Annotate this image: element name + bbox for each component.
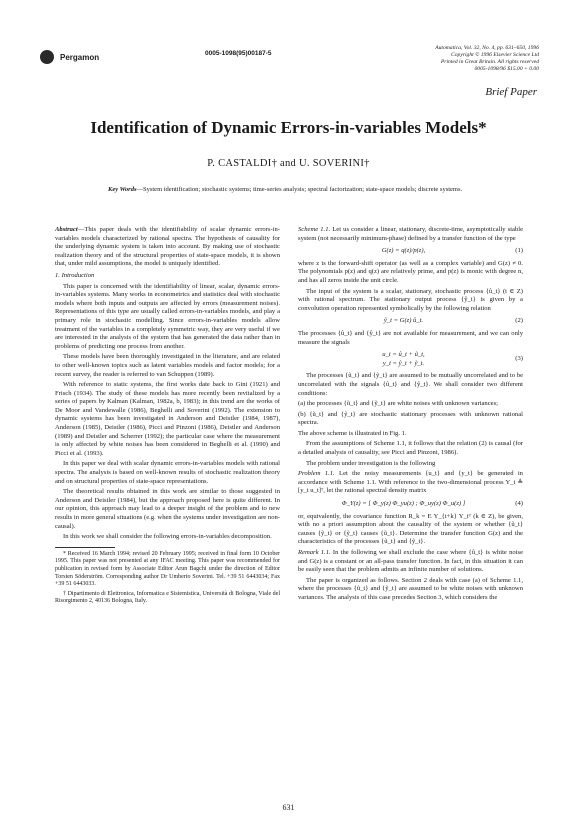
paper-title: Identification of Dynamic Errors-in-variables Models* <box>90 118 487 137</box>
equation-body: ŷ_t = G(z) û_t. <box>383 317 424 325</box>
authors: P. CASTALDI† and U. SOVERINI† <box>207 158 370 169</box>
paragraph: The paper is organized as follows. Section 2 deals with case (a) of Scheme 1.1, where the processes {ũ_t} and {ỹ_t} are assumed to be white noises with unknown variances. The analysis of this case precedes Section 3, which considers the <box>298 576 523 601</box>
abstract-label: Abstract <box>55 226 78 233</box>
left-column <box>55 226 280 608</box>
problem-label: Problem 1.1. <box>298 470 335 478</box>
paragraph: This paper is concerned with the identifiability of linear, scalar, dynamic errors-in-variables systems. Many works in econometrics and statistics deal with stochastic models where both inputs and outputs are affected by errors (measurement noises). Representations of this type are usually called errors-in-variables models, and play a primary role in stochastic modelling. Since errors-in-variables models allow treatment of the variables in a completely symmetric way, they are very useful if we are interested in the analysis of the system that has generated the data rather than in problems of predicting one process from another. <box>55 282 280 350</box>
paragraph: The processes {ũ_t} and {ỹ_t} are assumed to be mutually uncorrelated and to be uncorrelated with the signals {û_t} and {ŷ_t}. We shall consider two different conditions: <box>298 372 523 397</box>
equation-body: G(z) = q(z)/p(z), <box>381 247 426 255</box>
journal-info-line: Automatica, Vol. 32, No. 4, pp. 631–650, 1996 <box>435 45 539 51</box>
abstract-text: —This paper deals with the identifiability of scalar dynamic errors-in-variables models characterized by rational spectra. The hypothesis of causality for the underlying dynamic system is taken into account. By making use of stochastic realization theory and of the structural properties of state-space models, it is shown that, under mild assumptions, the model is uniquely identified. <box>55 226 280 268</box>
equation-1 <box>298 247 523 256</box>
paragraph: or, equivalently, the covariance function R_k = E Y_{t+k} Y_tᵀ (k ∈ Z), be given, with no a priori assumption about the causality of the system or whether {ũ_t} causes {ỹ_t} or {ỹ_t} causes {ũ_t}. Determine the transfer function G(z) and the characteristics of the processes {ũ_t} and {ỹ_t}. <box>298 512 523 546</box>
paper-type: Brief Paper <box>485 86 537 98</box>
journal-info-line: Copyright © 1996 Elsevier Science Ltd <box>451 52 539 58</box>
right-column <box>298 226 523 605</box>
footnote: * Received 16 March 1994; revised 20 February 1995; received in final form 10 October 1995. This paper was not presented at any IFAC meeting. This paper was recommended for publication in revised form by Associate Editor Arun Bagchi under the direction of Editor Torsten Söderström. Corresponding author Dr Umberto Soverini. Tel. +39 51 6443034; Fax +39 51 6443033. <box>55 550 280 588</box>
equation-number: (2) <box>515 317 523 325</box>
paragraph: In this work we shall consider the following errors-in-variables decomposition. <box>63 533 272 541</box>
equation-number: (4) <box>515 500 523 508</box>
equation-number: (3) <box>515 355 523 363</box>
equation-line: y_t = ŷ_t + ỹ_t. <box>382 359 425 367</box>
paragraph: The processes {û_t} and {ŷ_t} are not available for measurement, and we can only measure the signals <box>298 329 523 346</box>
journal-info-line: 0005-1098/96 $15.00 + 0.00 <box>474 66 539 72</box>
publisher-name: Pergamon <box>60 52 100 62</box>
remark-label: Remark 1.1. <box>298 549 331 556</box>
equation-body <box>298 351 509 368</box>
equation-line: u_t = û_t + ũ_t, <box>382 351 425 359</box>
journal-info-line: Printed in Great Britain. All rights reserved <box>440 59 539 65</box>
paragraph: The above scheme is illustrated in Fig. 1. <box>298 429 407 437</box>
footnote: † Dipartimento di Elettronica, Informatica e Sistemistica, Università di Bologna, Viale del Risorgimento 2, 40136 Bologna, Italy. <box>55 590 280 605</box>
paragraph: The problem under investigation is the following <box>306 459 436 467</box>
keywords-text: —System identification; stochastic systems; time-series analysis; spectral factorization; state-space models; discrete systems. <box>136 186 463 193</box>
scheme-text: Let us consider a linear, stationary, discrete-time, asymptotically stable system (not necessarily minimum-phase) defined by a transfer function of the type <box>298 226 524 242</box>
equation-4 <box>298 500 523 509</box>
condition-b: (b) {ũ_t} and {ỹ_t} are stochastic stationary processes with unknown rational spectra. <box>298 410 523 427</box>
paragraph: In this paper we deal with scalar dynamic errors-in-variables models with rational spectra. The analysis is based on well-known results of stochastic realization theory and on structural properties of state-space representations. <box>55 460 280 485</box>
paragraph: These models have been thoroughly investigated in the literature, and are related to other well-known topics such as latent variables models and factor models; for a recent survey, the reader is referred to van Schuppen (1989). <box>55 353 280 378</box>
journal-info <box>389 45 539 73</box>
equation-3 <box>298 351 523 368</box>
condition-a: (a) the processes {ũ_t} and {ỹ_t} are white noises with unknown variances; <box>298 400 498 408</box>
abstract <box>55 226 280 269</box>
equation-body: Φ_Y(z) = [ Φ_y(z) Φ_yu(z) ; Φ_uy(z) Φ_u(z) ] <box>341 500 466 508</box>
paragraph: where z is the forward-shift operator (as well as a complex variable) and G(z) ≠ 0. The polynomials p(z) and q(z) are relatively prime, and p(z) is monic with degree n, and has all zeros inside the unit circle. <box>298 259 523 284</box>
section-heading: 1. Introduction <box>55 271 95 279</box>
scheme-label: Scheme 1.1. <box>298 226 331 233</box>
issn-line: 0005-1098(95)00187-5 <box>205 50 272 57</box>
keywords <box>108 186 468 195</box>
problem-statement <box>298 470 523 496</box>
paragraph: The input of the system is a scalar, stationary, stochastic process {û_t} (t ∈ Z) with rational spectrum. The stationary output process {ŷ_t} is given by a convolution operation represented symbolically by the following relation <box>298 287 523 312</box>
keywords-label: Key Words <box>108 186 137 193</box>
equation-2 <box>298 317 523 326</box>
problem-text: Let the noisy measurements {u_t} and {y_t} be generated in accordance with Scheme 1.1. With reference to the two-dimensional process Y_t ≜ [y_t u_t]ᵀ, let the rational spectral density matrix <box>298 470 523 495</box>
publisher-logo <box>40 50 99 64</box>
equation-number: (1) <box>515 247 523 255</box>
remark <box>298 549 523 575</box>
footnote-rule <box>55 547 115 548</box>
scheme-statement <box>298 226 523 243</box>
paragraph: With reference to static systems, the first works date back to Gini (1921) and Frisch (1934). The study of these models has more recently been revitalized by a series of papers by Kalman (Kalman, 1982a, b, 1983); in this trend are the works of De Moor and Vandewalle (1986), Beghelli and Soverini (1992). The extension to dynamic systems has been investigated in Anderson and Deistler (1984, 1987), Anderson (1985), Deistler (1986), Picci and Pinzoni (1986), Deistler and Anderson (1989) and Deistler and Scherrer (1992); the particular case where the measurement is only affected by white noises has been considered in Beghelli et al. (1990) and Picci et al. (1993). <box>55 381 280 457</box>
publisher-logo-mark <box>40 50 54 64</box>
page-number: 631 <box>282 803 295 812</box>
remark-text: In the following we shall exclude the case where {û_t} is white noise and G(z) is a constant or an all-pass transfer function. In fact, in this situation it can be easily seen that the problem admits an infinite number of solutions. <box>298 549 523 574</box>
paragraph: From the assumptions of Scheme 1.1, it follows that the relation (2) is causal (for a detailed analysis of causality, see Picci and Pinzoni, 1986). <box>298 440 523 457</box>
paragraph: The theoretical results obtained in this work are similar to those suggested in Anderson and Deistler (1984), but the approach proposed here is quite different. In our opinion, this approach may lead to a deeper insight of the problem and to new results in more general situations (e.g. when the systems under investigation are non-causal). <box>55 488 280 530</box>
